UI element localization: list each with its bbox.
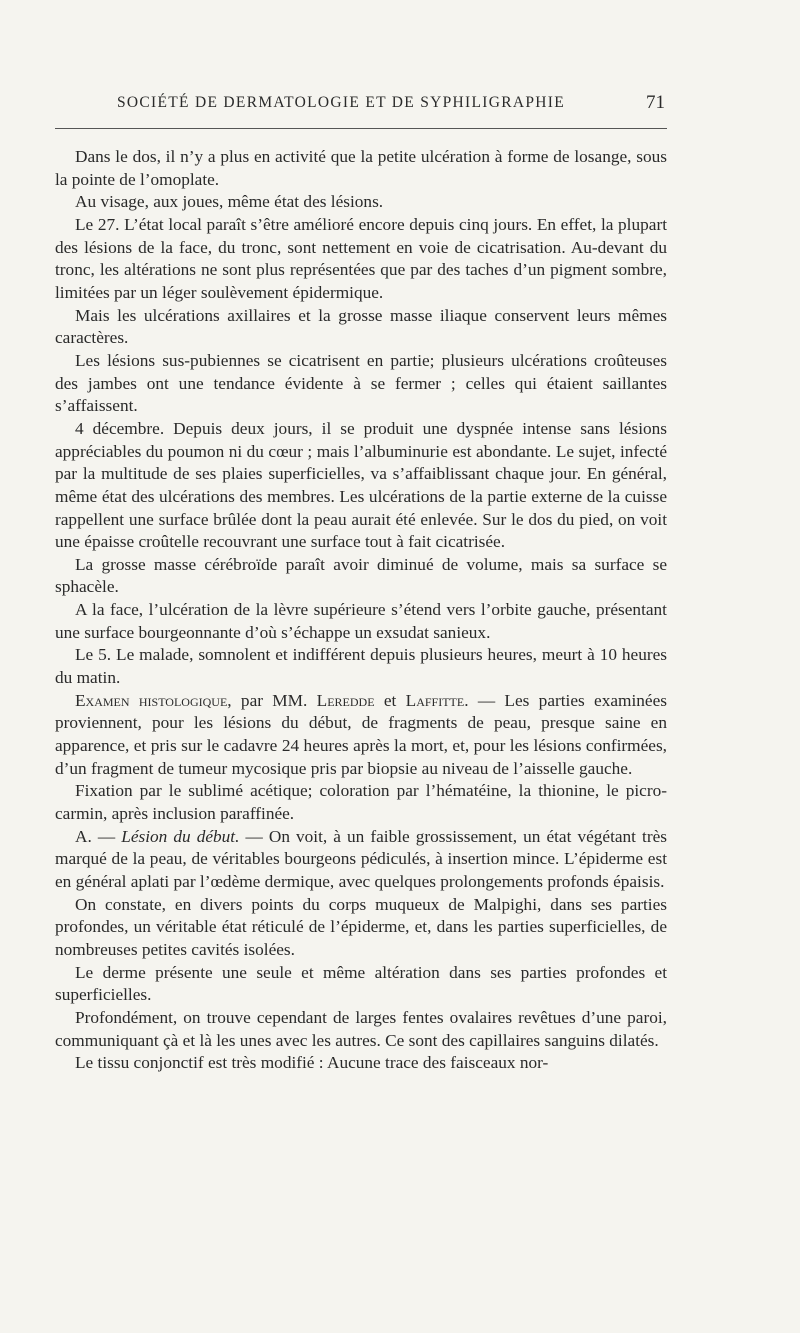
exam-and: et [374,690,406,710]
paragraph: La grosse masse cérébroïde paraît avoir diminué de volume, mais sa surface se sphacèle. [55,554,667,597]
paragraph: Au visage, aux joues, même état des lésions. [75,192,384,212]
paragraph: Le 5. Le malade, somnolent et indifférent depuis plusieurs heures, meurt à 10 heures du matin. [55,645,667,688]
paragraph: Le tissu conjonctif est très modifié : Aucune trace des faisceaux nor- [75,1053,549,1073]
exam-text: . — Les parties examinées proviennent, pour les lésions du début, de fragments de peau, presque saine en apparence, et pris sur le cadavre 24 heures après la mort, et, pour les lésions confirmées, d’un fragment de tumeur mycosique pris par biopsie au niveau de l’aisselle gauche. [55,690,667,778]
paragraph: Dans le dos, il n’y a plus en activité que la petite ulcération à forme de losange, sous la pointe de l’omoplate. [55,147,667,189]
page-number: 71 [646,92,665,113]
paragraph: On constate, en divers points du corps muqueux de Malpighi, dans ses parties profondes, un véritable état réticulé de l’épiderme, et, dans les parties superficielles, de nombreuses petites cavités isolées. [55,894,667,959]
header-rule [55,128,667,129]
paragraph: Mais les ulcérations axillaires et la grosse masse iliaque conservent leurs mêmes caractères. [55,305,667,348]
body-text [55,146,667,1075]
exam-paragraph [55,690,667,781]
section-a-label: A. — [75,826,122,846]
paragraph: 4 décembre. Depuis deux jours, il se produit une dyspnée intense sans lésions appréciables du poumon ni du cœur ; mais l’albuminurie est abondante. Le sujet, infecté par la multitude de ses plaies superficielles, va s’affaiblissant chaque jour. En général, même état des ulcérations des membres. Les ulcérations de la partie externe de la cuisse rappellent une surface brûlée dont la peau aurait été enlevée. Sur le dos du pied, on voit une épaisse croûtelle recouvrant une surface tout à fait cicatrisée. [55,418,667,552]
section-a-title: Lésion du début. [121,826,240,846]
exam-heading: Examen histologique [75,690,228,710]
exam-author: Laffitte [405,690,465,710]
paragraph: Fixation par le sublimé acétique; coloration par l’hématéine, la thionine, le picro-carmin, après inclusion paraffinée. [55,781,667,824]
exam-by: , par MM. [227,690,317,710]
paragraph: A la face, l’ulcération de la lèvre supérieure s’étend vers l’orbite gauche, présentant une surface bourgeonnante d’où s’échappe un exsudat sanieux. [55,600,667,642]
paragraph: Le 27. L’état local paraît s’être amélioré encore depuis cinq jours. En effet, la plupart des lésions de la face, du tronc, sont nettement en voie de cicatrisation. Au-devant du tronc, les altérations ne sont plus représentées que par des taches d’un pigment sombre, limitées par un léger soulèvement épidermique. [55,214,667,302]
section-a-text: — On voit, à un faible grossissement, un état végétant très marqué de la peau, de véritables bourgeons pédiculés, à insertion mince. L’épiderme est en général aplati par l’œdème dermique, avec quelques prolongements profonds épaisis. [55,826,667,891]
paragraph: Profondément, on trouve cependant de larges fentes ovalaires revêtues d’une paroi, communiquant çà et là les unes avec les autres. Ce sont des capillaires sanguins dilatés. [55,1007,667,1050]
section-a-paragraph [55,826,667,894]
paragraph: Les lésions sus-pubiennes se cicatrisent en partie; plusieurs ulcérations croûteuses des jambes ont une tendance évidente à se fermer ; celles qui étaient saillantes s’affaissent. [55,350,667,416]
exam-author: Leredde [316,690,375,710]
running-header [55,92,667,120]
paragraph: Le derme présente une seule et même altération dans ses parties profondes et superficielles. [55,962,667,1005]
running-title: SOCIÉTÉ DE DERMATOLOGIE ET DE SYPHILIGRAPHIE [117,94,565,111]
